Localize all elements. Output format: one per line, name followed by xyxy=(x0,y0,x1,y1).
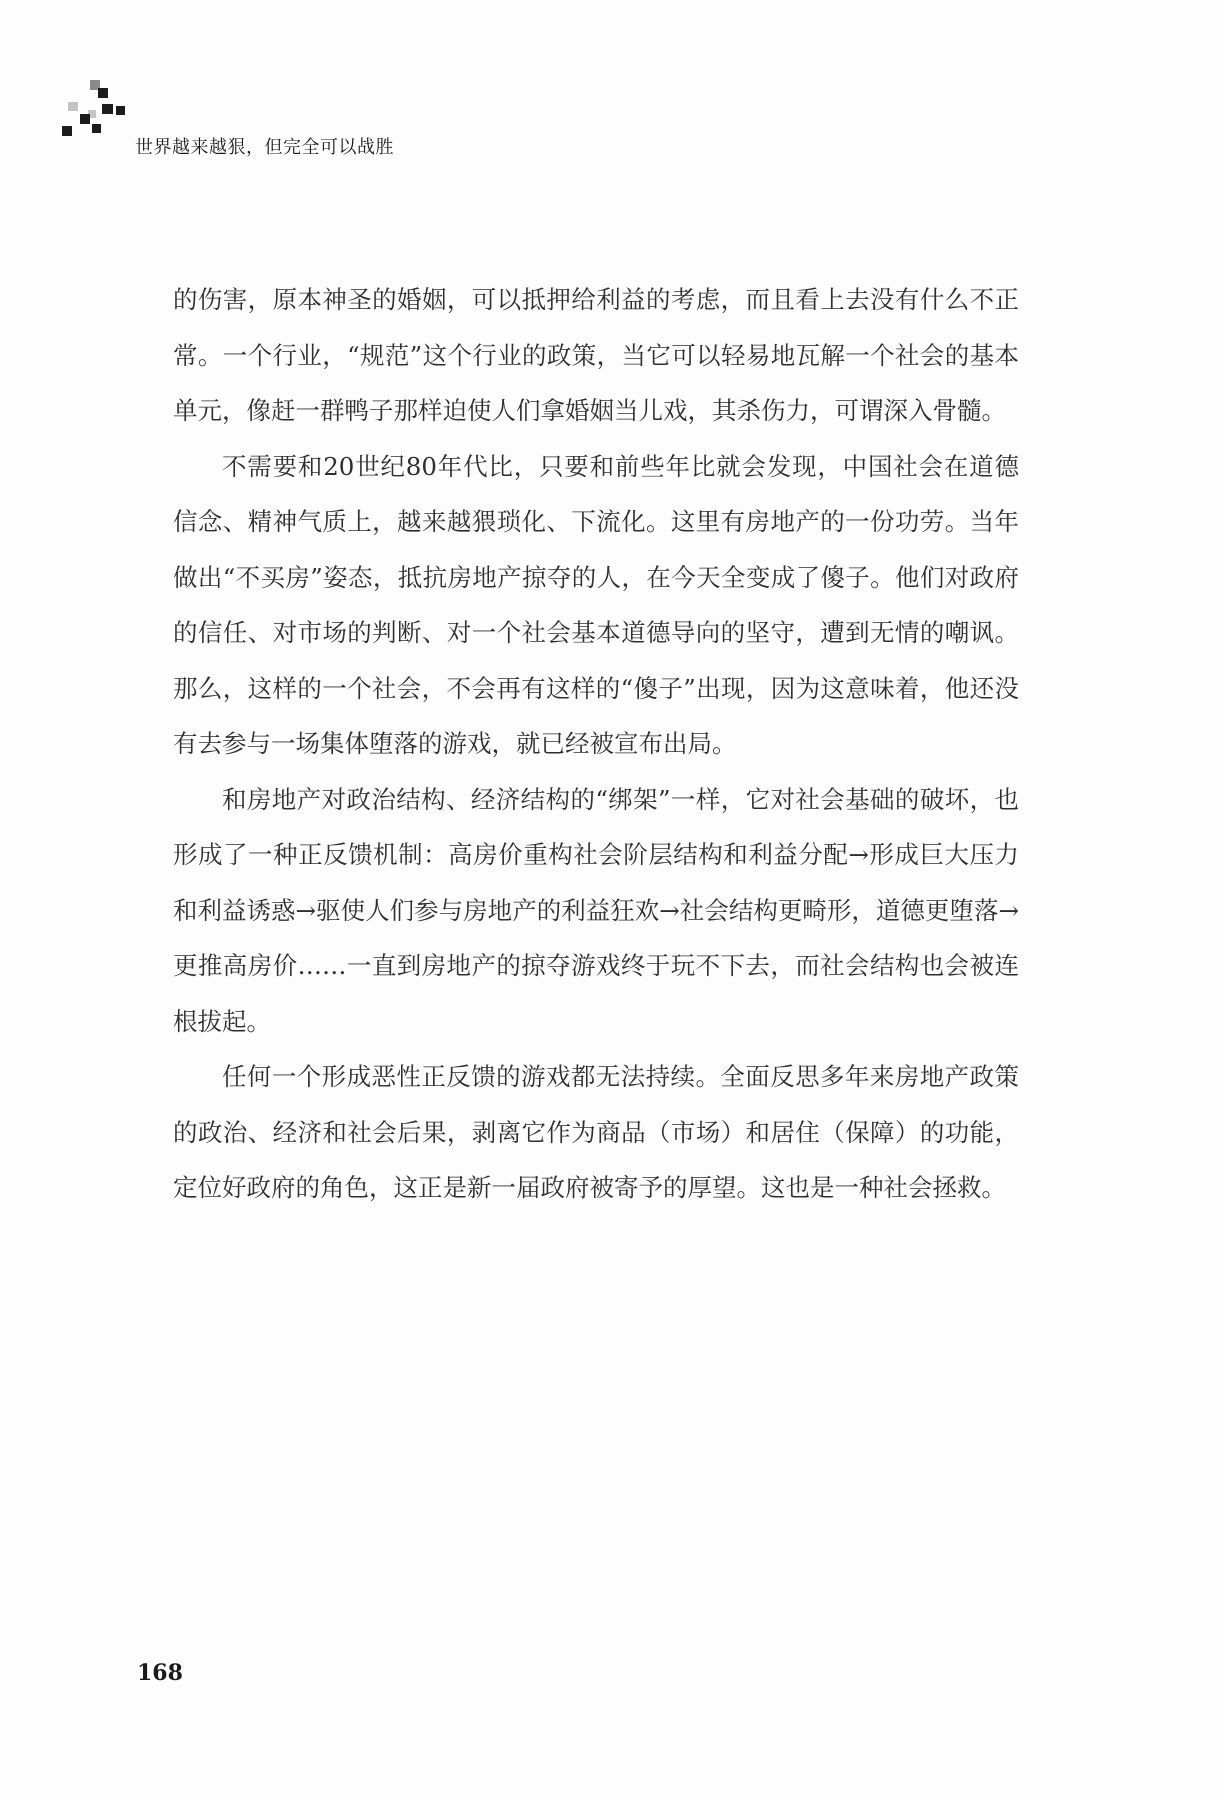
page-number: 168 xyxy=(137,1660,183,1686)
paragraph-2: 不需要和20世纪80年代比，只要和前些年比就会发现，中国社会在道德信念、精神气质上，越来越猥琐化、下流化。这里有房地产的一份功劳。当年做出“不买房”姿态，抵抗房地产掠夺的人，在今天全变成了傻子。他们对政府的信任、对市场的判断、对一个社会基本道德导向的坚守，遭到无情的嘲讽。那么，这样的一个社会，不会再有这样的“傻子”出现，因为这意味着，他还没有去参与一场集体堕落的游戏，就已经被宣布出局。 xyxy=(173,451,1019,758)
running-head: 世界越来越狠，但完全可以战胜 xyxy=(135,137,394,158)
paragraph-3: 和房地产对政治结构、经济结构的“绑架”一样，它对社会基础的破坏，也形成了一种正反馈机制：高房价重构社会阶层结构和利益分配→形成巨大压力和利益诱惑→驱使人们参与房地产的利益狂欢→社会结构更畸形，道德更堕落→更推高房价……一直到房地产的掠夺游戏终于玩不下去，而社会结构也会被连根拔起。 xyxy=(173,784,1019,1036)
paragraph-1: 的伤害，原本神圣的婚姻，可以抵押给利益的考虑，而且看上去没有什么不正常。一个行业，“规范”这个行业的政策，当它可以轻易地瓦解一个社会的基本单元，像赶一群鸭子那样迫使人们拿婚姻当儿戏，其杀伤力，可谓深入骨髓。 xyxy=(173,285,1019,425)
body-text xyxy=(173,272,1019,1216)
paragraph-4: 任何一个形成恶性正反馈的游戏都无法持续。全面反思多年来房地产政策的政治、经济和社会后果，剥离它作为商品（市场）和居住（保障）的功能，定位好政府的角色，这正是新一届政府被寄予的厚望。这也是一种社会拯救。 xyxy=(173,1062,1019,1202)
